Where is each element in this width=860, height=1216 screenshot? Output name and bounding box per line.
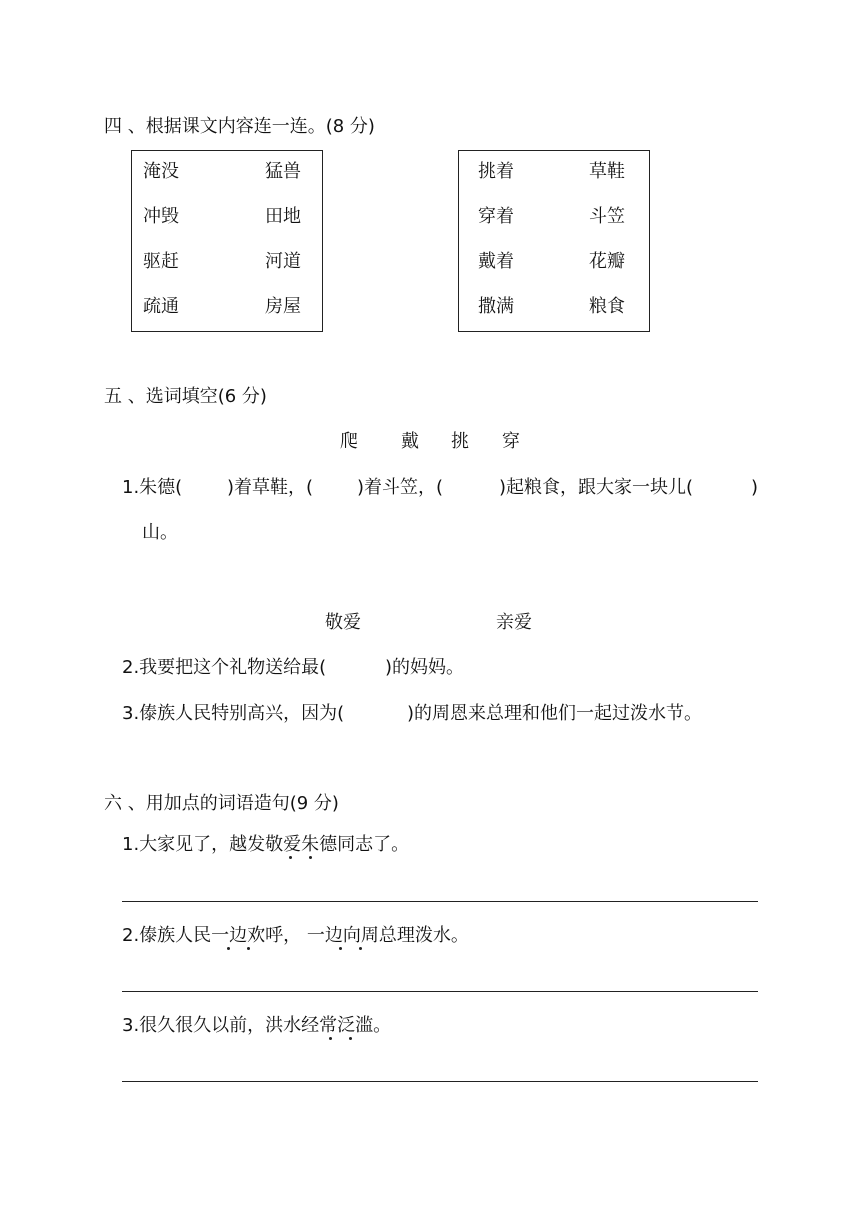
q5-1-part2: )着草鞋，( xyxy=(227,477,314,498)
section-6-title: 六 、用加点的词语造句(9 分) xyxy=(104,793,339,814)
q5-3-part1: 3.傣族人民特别高兴，因为( xyxy=(122,703,345,724)
match-box1-left-4[interactable]: 疏通 xyxy=(143,296,179,317)
match-box1-left-2[interactable]: 冲毁 xyxy=(143,206,179,227)
q5-2-part1: 2.我要把这个礼物送给最( xyxy=(122,657,327,678)
q5-1-part3: )着斗笠，( xyxy=(357,477,444,498)
section-5-title: 五 、选词填空(6 分) xyxy=(104,386,267,407)
emphasis-dot xyxy=(289,856,292,859)
match-box1-right-4[interactable]: 房屋 xyxy=(265,296,301,317)
q5-1-part1: 1.朱德( xyxy=(122,477,183,498)
q6-2-sentence: 2.傣族人民一边欢呼， 一边向周总理泼水。 xyxy=(122,925,469,946)
emphasis-dot xyxy=(339,947,342,950)
emphasis-dot xyxy=(247,947,250,950)
q5-1-part5: ) xyxy=(751,477,759,498)
emphasis-dot xyxy=(309,856,312,859)
emphasis-dot xyxy=(359,947,362,950)
match-box1-right-3[interactable]: 河道 xyxy=(265,251,301,272)
word-option: 戴 xyxy=(401,431,419,452)
section-4-title: 四 、根据课文内容连一连。(8 分) xyxy=(104,116,375,137)
match-box2-right-1[interactable]: 草鞋 xyxy=(589,161,625,182)
q5-1-part4: )起粮食，跟大家一块儿( xyxy=(499,477,694,498)
q5-3-part2: )的周恩来总理和他们一起过泼水节。 xyxy=(407,703,703,724)
word-option: 挑 xyxy=(451,431,469,452)
match-box2-right-3[interactable]: 花瓣 xyxy=(589,251,625,272)
q5-2-part2: )的妈妈。 xyxy=(385,657,465,678)
match-box2-left-1[interactable]: 挑着 xyxy=(478,161,514,182)
answer-line-1[interactable] xyxy=(122,901,758,902)
word-option: 敬爱 xyxy=(325,612,361,633)
q6-1-sentence: 1.大家见了，越发敬爱朱德同志了。 xyxy=(122,834,410,855)
match-box1-right-1[interactable]: 猛兽 xyxy=(265,161,301,182)
match-box2-left-4[interactable]: 撒满 xyxy=(478,296,514,317)
match-box2-left-2[interactable]: 穿着 xyxy=(478,206,514,227)
answer-line-3[interactable] xyxy=(122,1081,758,1082)
match-box1-left-3[interactable]: 驱赶 xyxy=(143,251,179,272)
emphasis-dot xyxy=(227,947,230,950)
word-option: 爬 xyxy=(340,431,358,452)
emphasis-dot xyxy=(329,1037,332,1040)
q5-1-continuation: 山。 xyxy=(142,522,178,543)
answer-line-2[interactable] xyxy=(122,991,758,992)
match-box1-right-2[interactable]: 田地 xyxy=(265,206,301,227)
match-box2-right-2[interactable]: 斗笠 xyxy=(589,206,625,227)
match-box2-right-4[interactable]: 粮食 xyxy=(589,296,625,317)
match-box2-left-3[interactable]: 戴着 xyxy=(478,251,514,272)
word-option: 穿 xyxy=(502,431,520,452)
q6-3-sentence: 3.很久很久以前，洪水经常泛滥。 xyxy=(122,1015,392,1036)
word-option: 亲爱 xyxy=(496,612,532,633)
match-box1-left-1[interactable]: 淹没 xyxy=(143,161,179,182)
emphasis-dot xyxy=(349,1037,352,1040)
